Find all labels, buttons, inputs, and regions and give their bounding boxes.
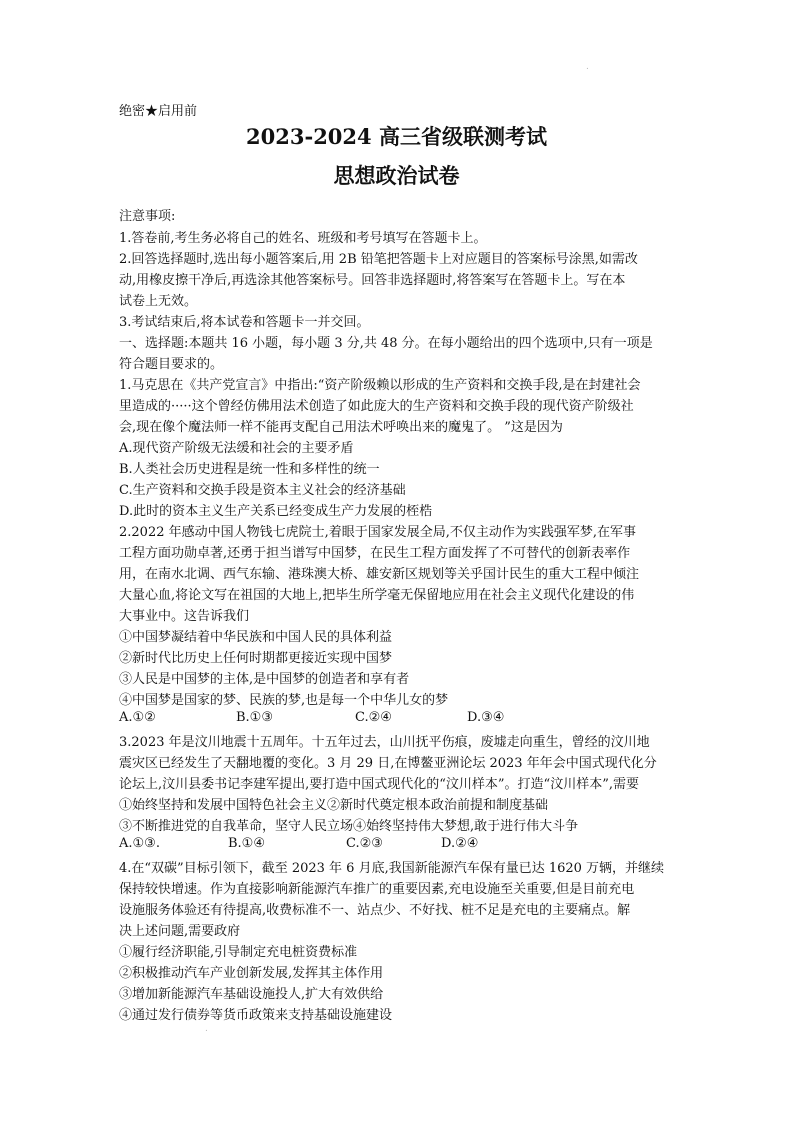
scan-mark: . (205, 1024, 208, 1034)
statement-3-4: ③不断推进党的自我革命，坚守人民立场④始终坚持伟大梦想,敢于进行伟大斗争 (119, 819, 579, 834)
option-d: D.此时的资本主义生产关系已经变成生产力发展的桎梏 (119, 504, 433, 519)
question-stem: 用，在南水北调、西气东输、港珠澳大桥、雄安新区规划等关乎国计民生的重大工程中倾注 (119, 567, 640, 582)
question-stem: 会,现在像个魔法师一样不能再支配自己用法术呼唤出来的魔鬼了。 ”这是因为 (119, 420, 563, 435)
option-c: C.②③ (346, 836, 383, 851)
option-a: A.现代资产阶级无法缓和社会的主要矛盾 (119, 441, 354, 456)
secrecy-label: 绝密★启用前 (119, 104, 198, 119)
note-2-line-2: 动,用橡皮擦干净后,再选涂其他答案标号。回答非选择题时,将答案写在答题卡上。写在本 (119, 273, 626, 288)
question-stem: 1.马克思在《共产党宣言》中指出:“资产阶级赖以形成的生产资料和交换手段,是在封建社会 (119, 378, 641, 393)
statement-3: ③增加新能源汽车基础设施投人,扩大有效供给 (119, 987, 384, 1002)
section-heading-line-2: 符合题目要求的。 (119, 357, 224, 372)
question-stem: 大量心血,将论文写在祖国的大地上,把毕生所学毫无保留地应用在社会主义现代化建设的伟 (119, 588, 635, 603)
statement-3: ③人民是中国梦的主体,是中国梦的创造者和享有者 (119, 672, 410, 687)
option-a: A.①③. (119, 836, 160, 851)
note-2-line-3: 试卷上无效。 (119, 294, 198, 309)
statement-4: ④中国梦是国家的梦、民族的梦,也是每一个中华儿女的梦 (119, 693, 449, 708)
question-stem: 里造成的·····这个曾经仿佛用法术创造了如此庞大的生产资料和交换手段的现代资产阶级社 (119, 399, 634, 414)
question-stem: 4.在“双碳”目标引领下，截至 2023 年 6 月底,我国新能源汽车保有量已达 1620 万辆，并继续 (119, 861, 665, 876)
statement-1: ①中国梦凝结着中华民族和中国人民的具体利益 (119, 630, 393, 645)
question-stem: 工程方面功勋卓著,还勇于担当谱写中国梦，在民生工程方面发挥了不可替代的创新表率作 (119, 546, 631, 561)
option-a: A.①② (119, 710, 156, 725)
question-stem: 论坛上,汶川县委书记李建军提出,要打造中国式现代化的“汶川样本”。打造“汶川样本”,需要 (119, 777, 639, 792)
scan-mark: . (586, 62, 589, 72)
question-stem: 3.2023 年是汶川地震十五周年。十五年过去，山川抚平伤痕，废墟走向重生，曾经的汶川地 (119, 735, 650, 750)
question-stem: 保持较快增速。作为直接影响新能源汽车推广的重要因素,充电设施至关重要,但是目前充电 (119, 882, 635, 897)
exam-title: 2023-2024 高三省级联测考试 (246, 124, 547, 149)
question-stem: 决上述问题,需要政府 (119, 924, 241, 939)
statement-2: ②新时代比历史上任何时期都更接近实现中国梦 (119, 651, 393, 666)
section-heading-line-1: 一、选择题:本题共 16 小题，每小题 3 分,共 48 分。在每小题给出的四个选项中,只有一项是 (119, 336, 653, 351)
notes-heading: 注意事项: (119, 209, 176, 224)
question-stem: 大事业中。这告诉我们 (119, 609, 250, 624)
option-d: D.②④ (441, 836, 479, 851)
question-stem: 震灾区已经发生了天翻地覆的变化。3 月 29 日,在博鳌亚洲论坛 2023 年年会中国式现代化分 (119, 756, 657, 771)
statement-1: ①履行经济职能,引导制定充电桩资费标准 (119, 945, 358, 960)
option-b: B.人类社会历史进程是统一性和多样性的统一 (119, 462, 380, 477)
question-stem: 设施服务体验还有待提高,收费标准不一、站点少、不好找、桩不足是充电的主要痛点。解 (119, 903, 631, 918)
option-c: C.②④ (355, 710, 392, 725)
note-1: 1.答卷前,考生务必将自己的姓名、班级和考号填写在答题卡上。 (119, 231, 487, 246)
statement-1-2: ①始终坚持和发展中国特色社会主义②新时代奠定根本政治前提和制度基础 (119, 798, 549, 813)
question-stem: 2.2022 年感动中国人物钱七虎院士,着眼于国家发展全局,不仅主动作为实践强军梦,在军事 (119, 525, 637, 540)
option-d: D.③④ (467, 710, 505, 725)
option-b: B.①③ (236, 710, 273, 725)
statement-4: ④通过发行债券等货币政策来支持基础设施建设 (119, 1008, 393, 1023)
note-3: 3.考试结束后,将本试卷和答题卡一并交回。 (119, 315, 370, 330)
exam-subtitle: 思想政治试卷 (333, 163, 460, 188)
note-2-line-1: 2.回答选择题时,选出每小题答案后,用 2B 铅笔把答题卡上对应题目的答案标号涂黑,如需改 (119, 252, 638, 267)
option-b: B.①④ (228, 836, 265, 851)
statement-2: ②积极推动汽车产业创新发展,发挥其主体作用 (119, 966, 384, 981)
option-c: C.生产资料和交换手段是资本主义社会的经济基础 (119, 483, 406, 498)
